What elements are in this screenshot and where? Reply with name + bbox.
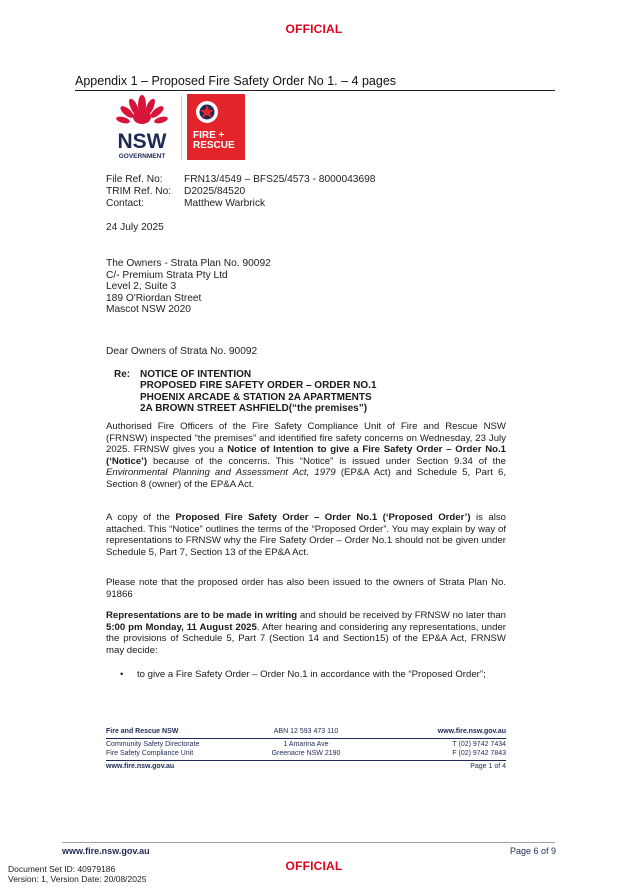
subject-line: PROPOSED FIRE SAFETY ORDER – ORDER NO.1 [140, 380, 377, 392]
letter-footer [106, 728, 506, 772]
svg-text:NSW: NSW [117, 130, 167, 153]
paragraph-proposed-order: A copy of the Proposed Fire Safety Order – Order No.1 (‘Proposed Order’) is also attached. This “Notice” outlines the terms of the “Proposed Order”. You may explain by way of representations to FRNSW why the Fire Safety Order – Order No.1 should not be given under Schedule 5, Part 7, Section 13 of the EP&A Act. [106, 512, 507, 558]
bullet-icon: • [120, 669, 124, 680]
salutation: Dear Owners of Strata No. 90092 [106, 346, 258, 357]
page-footer-rule [62, 842, 555, 843]
page-footer-website: www.fire.nsw.gov.au [62, 846, 150, 856]
address-line: Level 2, Suite 3 [106, 281, 177, 292]
footer-divider [106, 760, 506, 761]
address-line: The Owners - Strata Plan No. 90092 [106, 258, 271, 269]
trim-ref-label: TRIM Ref. No: [106, 186, 172, 197]
logo-divider [181, 96, 182, 160]
nsw-government-logo [104, 92, 180, 162]
fire-rescue-line2: RESCUE [193, 140, 235, 151]
file-ref-label: File Ref. No: [106, 174, 163, 185]
footer-abn: ABN 12 593 473 110 [273, 728, 339, 735]
fire-rescue-crest-icon [187, 94, 245, 130]
document-set-id: Document Set ID: 40979186 [8, 864, 116, 874]
footer-letter-page: Page 1 of 4 [470, 763, 506, 770]
footer-web-left: www.fire.nsw.gov.au [106, 763, 175, 770]
appendix-underline [75, 90, 555, 91]
document-set-info [8, 864, 146, 884]
bullet-text: to give a Fire Safety Order – Order No.1 in accordance with the “Proposed Order”; [137, 669, 486, 680]
subject-line: NOTICE OF INTENTION [140, 369, 252, 380]
svg-text:GOVERNMENT: GOVERNMENT [118, 153, 166, 160]
appendix-title: Appendix 1 – Proposed Fire Safety Order No 1. – 4 pages [75, 74, 397, 88]
subject-line: 2A BROWN STREET ASHFIELD(“the premises”) [140, 402, 368, 414]
footer-divider [106, 738, 506, 739]
footer-web-right: www.fire.nsw.gov.au [437, 728, 506, 735]
subject-label: Re: [114, 369, 131, 380]
address-line: Mascot NSW 2020 [106, 304, 191, 315]
paragraph-inspection: Authorised Fire Officers of the Fire Safety Compliance Unit of Fire and Rescue NSW (FRNSW) inspected “the premises” and identified fire safety concerns on Wednesday, 23 July 2025. FRNSW gives you a Notice of Intention to give a Fire Safety Order – Order No.1 (‘Notice’) because of the concerns. This “Notice” is issued under Section 9.34 of the Environmental Planning and Assessment Act, 1979 (EP&A Act) and Schedule 5, Part 6, Section 8 (owner) of the EP&A Act. [106, 421, 506, 490]
footer-address-line1: 1 Amarina Ave [283, 741, 329, 748]
page-number: Page 6 of 9 [510, 846, 557, 856]
footer-telephone: T (02) 9742 7434 [452, 741, 506, 748]
file-ref-value: FRN13/4549 – BFS25/4573 - 8000043698 [184, 174, 376, 185]
contact-row [106, 198, 266, 210]
waratah-icon [104, 92, 180, 162]
trim-ref-row [106, 186, 246, 198]
contact-value: Matthew Warbrick [184, 198, 266, 209]
footer-address-line2: Greenacre NSW 2190 [271, 750, 341, 757]
footer-unit: Fire Safety Compliance Unit [106, 750, 194, 757]
document-version: Version: 1, Version Date: 20/08/2025 [8, 874, 147, 884]
official-classification-top: OFFICIAL [285, 22, 343, 36]
address-line: 189 O'Riordan Street [106, 292, 202, 304]
recipient-address [106, 258, 271, 316]
paragraph-strata-note: Please note that the proposed order has also been issued to the owners of Strata Plan No. 91866 [106, 577, 506, 600]
address-line: C/- Premium Strata Pty Ltd [106, 269, 228, 281]
contact-label: Contact: [106, 198, 144, 209]
subject-line: PHOENIX ARCADE & STATION 2A APARTMENTS [140, 391, 372, 403]
trim-ref-value: D2025/84520 [184, 186, 246, 197]
footer-org: Fire and Rescue NSW [106, 728, 179, 735]
official-classification-bottom: OFFICIAL [285, 859, 343, 873]
letter-date: 24 July 2025 [106, 222, 164, 233]
file-ref-row [106, 174, 376, 186]
footer-directorate: Community Safety Directorate [106, 741, 200, 748]
fire-rescue-logo [187, 94, 245, 160]
footer-fax: F (02) 9742 7843 [452, 750, 506, 757]
paragraph-representations: Representations are to be made in writing and should be received by FRNSW no later than 5:00 pm Monday, 11 August 2025. After hearing and considering any representations, under the provisions of Schedule 5, Part 7 (Section 14 and Section15) of the EP&A Act, FRNSW may decide: [106, 610, 506, 656]
fire-rescue-line1: FIRE + [193, 130, 225, 141]
